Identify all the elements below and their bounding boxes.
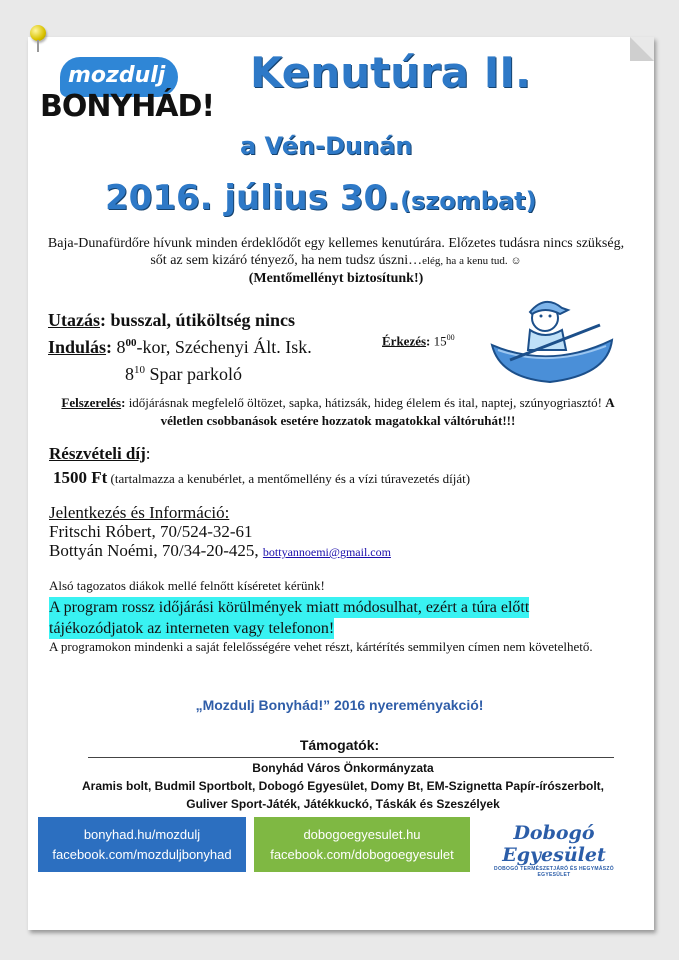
sponsors-list bbox=[60, 759, 626, 813]
depart-label: Indulás bbox=[48, 337, 107, 357]
contact-block bbox=[49, 503, 391, 562]
link-bonyhad-facebook[interactable]: facebook.com/mozduljbonyhad bbox=[52, 847, 232, 862]
logo-big-text: BONYHÁD! bbox=[40, 89, 215, 124]
contact-person-1: Fritschi Róbert, 70/524-32-61 bbox=[49, 522, 253, 541]
fee-amount: 1500 Ft bbox=[53, 468, 108, 487]
contact-email-link[interactable]: bottyannoemi@gmail.com bbox=[262, 545, 391, 559]
canoe-illustration bbox=[490, 290, 615, 390]
depart-place2: Spar parkoló bbox=[145, 364, 242, 384]
depart-time1-sup: 00 bbox=[125, 337, 137, 349]
depart-place1: -kor, Széchenyi Ált. Isk. bbox=[136, 337, 312, 357]
arrival-time: 15 bbox=[433, 333, 447, 349]
contact-person-2: Bottyán Noémi, 70/34-20-425, bbox=[49, 541, 263, 560]
intro-small: elég, ha a kenu tud. ☺ bbox=[422, 255, 522, 267]
dobogo-logo-name: Dobogó Egyesület bbox=[502, 822, 606, 866]
intro-bold: (Mentőmellényt biztosítunk!) bbox=[248, 271, 424, 286]
depart-time2: 8 bbox=[125, 364, 134, 384]
gear-bold: A véletlen csobbanások esetére hozzatok magatokkal váltóruhát!!! bbox=[160, 395, 615, 428]
pushpin-icon bbox=[30, 25, 46, 41]
arrival-info: Érkezés: $15^{00}$ bbox=[382, 333, 455, 349]
page-subtitle: a Vén-Dunán bbox=[240, 132, 413, 160]
dobogo-logo-sub: DOBOGÓ TERMÉSZETJÁRÓ ÉS HEGYMÁSZÓ EGYESÜLET bbox=[494, 866, 614, 878]
weather-warning-1: A program rossz időjárási körülmények miatt módosulhat, ezért a túra előtt bbox=[49, 599, 530, 616]
fee-heading: Részvételi díj: bbox=[49, 444, 151, 463]
intro-text: Baja-Dunafürdőre hívunk minden érdeklődőt egy kellemes kenutúrára. Előzetes tudásra nincs szükség, sőt az sem kizáró tényező, ha nem tudsz úszni… bbox=[47, 236, 625, 268]
fee-note: (tartalmazza a kenubérlet, a mentőmellény és a vízi túravezetés díját) bbox=[110, 471, 471, 486]
depart-time2-sup: 10 bbox=[134, 364, 145, 376]
fee-label: Részvételi díj bbox=[49, 444, 146, 463]
event-date bbox=[105, 178, 537, 218]
gear-label: Felszerelés bbox=[61, 395, 122, 410]
arrival-label: Érkezés bbox=[382, 333, 427, 349]
page-fold bbox=[630, 37, 654, 61]
contact-heading: Jelentkezés és Információ: bbox=[49, 503, 230, 522]
notes-block bbox=[49, 578, 629, 655]
travel-value: busszal, útiköltség nincs bbox=[110, 310, 296, 330]
date-main: 2016. július 30. bbox=[105, 178, 401, 218]
link-bonyhad-site[interactable]: bonyhad.hu/mozdulj bbox=[83, 827, 201, 842]
travel-label: Utazás bbox=[48, 310, 100, 330]
note-supervision: Alsó tagozatos diákok mellé felnőtt kíséretet kérünk! bbox=[49, 578, 325, 593]
logo-small-text: mozdulj bbox=[68, 63, 166, 88]
intro-paragraph bbox=[46, 235, 626, 287]
depart-time1: 8 bbox=[116, 337, 126, 357]
dobogo-links-box bbox=[254, 817, 470, 872]
sponsor-line-2: Aramis bolt, Budmil Sportbolt, Dobogó Egyesület, Domy Bt, EM-Szignetta Papír-írószerbolt, bbox=[81, 779, 605, 793]
sponsor-line-1: Bonyhád Város Önkormányzata bbox=[252, 761, 434, 775]
sponsor-line-3: Guliver Sport-Játék, Játékkuckó, Táskák és Szeszélyek bbox=[186, 797, 500, 811]
sponsors-divider bbox=[88, 757, 614, 758]
dobogo-logo bbox=[479, 822, 629, 878]
page-title: Kenutúra II. bbox=[250, 48, 531, 97]
fee-line bbox=[53, 468, 470, 488]
sponsors-heading: Támogatók: bbox=[299, 737, 380, 753]
mozdulj-links-box bbox=[38, 817, 246, 872]
date-day: (szombat) bbox=[400, 187, 537, 215]
link-dobogo-site[interactable]: dobogoegyesulet.hu bbox=[303, 827, 421, 842]
travel-info: Utazás: busszal, útiköltség nincs Indulás: $8^{00}$-kor, Széchenyi Ált. Isk. $8^{10}$ Spar parkoló bbox=[48, 310, 312, 384]
mozdulj-bonyhad-logo bbox=[40, 55, 220, 125]
arrival-sup: 00 bbox=[446, 333, 455, 342]
pushpin-stem bbox=[37, 40, 39, 52]
weather-warning-2: tájékozódjatok az interneten vagy telefonon! bbox=[49, 620, 335, 637]
link-dobogo-facebook[interactable]: facebook.com/dobogoegyesulet bbox=[270, 847, 454, 862]
gear-text: időjárásnak megfelelő öltözet, sapka, hátizsák, hideg élelem és ital, naptej, szúnyogriasztó! bbox=[128, 395, 602, 410]
equipment-paragraph: Felszerelés: időjárásnak megfelelő öltözet, sapka, hátizsák, hideg élelem és ital, naptej, szúnyogriasztó! A véletlen csobbanások esetére hozzatok magatokkal váltóruhát!!! bbox=[61, 395, 615, 428]
promo-line: „Mozdulj Bonyhád!” 2016 nyereményakció! bbox=[195, 697, 484, 713]
note-liability: A programokon mindenki a saját felelősségére vehet részt, kártérítés semmilyen címen nem követelhető. bbox=[49, 639, 593, 654]
